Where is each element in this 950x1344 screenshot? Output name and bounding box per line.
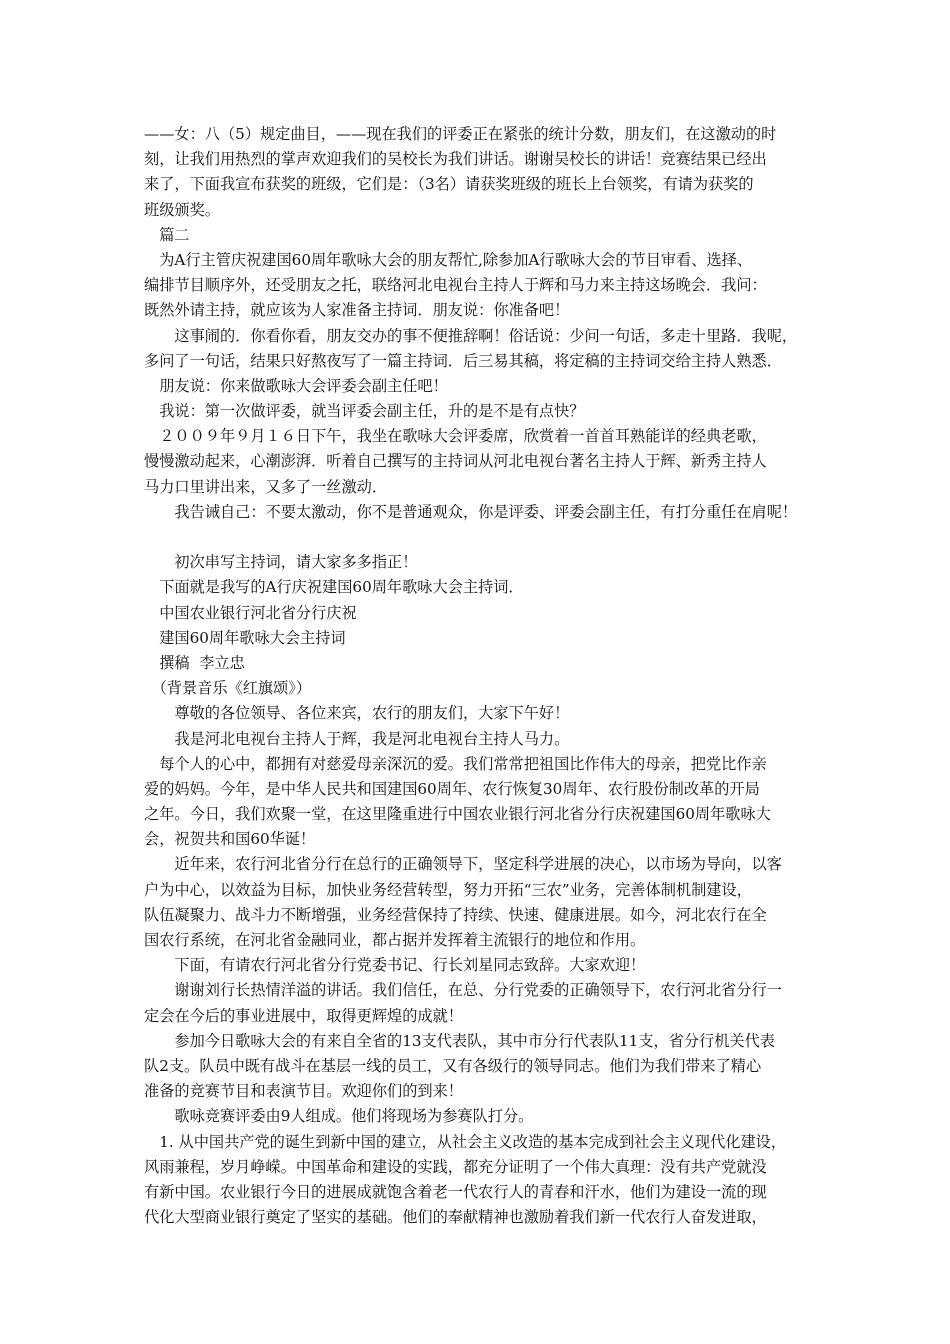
text-line: 中国农业银行河北省分行庆祝 <box>144 603 357 622</box>
document-body <box>144 122 824 1230</box>
text-line: 下面，有请农行河北省分行党委书记、行长刘星同志致辞。大家欢迎！ <box>144 956 646 975</box>
text-line: 参加今日歌咏大会的有来自全省的13支代表队，其中市分行代表队11支，省分行机关代表 <box>144 1031 775 1050</box>
text-line: 国农行系统，在河北省金融同业，都占据并发挥着主流银行的地位和作用。 <box>144 931 646 949</box>
text-line: 撰稿 李立忠 <box>144 653 245 672</box>
text-line: 班级颁奖。 <box>144 200 220 219</box>
text-line: 初次串写主持词，请大家多多指正！ <box>144 553 418 572</box>
text-line: 来了，下面我宣布获奖的班级，它们是：（3名）请获奖班级的班长上台领奖，有请为获奖的 <box>144 175 754 194</box>
text-line: 每个人的心中，都拥有对慈爱母亲深沉的爱。我们常常把祖国比作伟大的母亲，把党比作亲 <box>144 754 767 773</box>
text-line: 我告诫自己：不要太激动，你不是普通观众，你是评委、评委会副主任，有打分重任在肩呢！ <box>144 502 798 521</box>
text-line: 定会在今后的事业进展中，取得更辉煌的成就！ <box>144 1006 463 1025</box>
text-line: 队2支。队员中既有战斗在基层一线的员工，又有各级行的领导同志。他们为我们带来了精心 <box>144 1056 762 1075</box>
text-line: 这事闹的．你看你看，朋友交办的事不便推辞啊！俗话说：少问一句话，多走十里路．我呢， <box>144 326 798 345</box>
text-line: 风雨兼程，岁月峥嵘。中国革命和建设的实践，都充分证明了一个伟大真理：没有共产党就没 <box>144 1157 767 1176</box>
text-line: （背景音乐《红旗颂》） <box>144 679 312 698</box>
text-line: 刻，让我们用热烈的掌声欢迎我们的吴校长为我们讲话。谢谢吴校长的讲话！竞赛结果已经出 <box>144 150 767 169</box>
text-line: 马力口里讲出来，又多了一丝激动． <box>144 477 387 496</box>
text-line: 我说：第一次做评委，就当评委会副主任，升的是不是有点快？ <box>144 402 585 421</box>
text-line: 为A行主管庆祝建国60周年歌咏大会的朋友帮忙,除参加A行歌咏大会的节目审看、选择、 <box>144 250 753 269</box>
text-line: 既然外请主持，就应该为人家准备主持词．朋友说：你准备吧！ <box>144 301 570 320</box>
blank-line <box>144 525 824 550</box>
text-line: 户为中心，以效益为目标，加快业务经营转型，努力开拓“三农”业务，完善体制机制建设， <box>144 880 752 899</box>
text-line: 建国60周年歌咏大会主持词 <box>144 628 346 647</box>
text-line: 尊敬的各位领导、各位来宾，农行的朋友们，大家下午好！ <box>144 704 570 723</box>
text-line: 准备的竞赛节目和表演节目。欢迎你们的到来！ <box>144 1082 463 1101</box>
text-line: 会，祝贺共和国60华诞！ <box>144 830 316 849</box>
text-line: 朋友说：你来做歌咏大会评委会副主任吧！ <box>144 376 448 395</box>
text-line: 慢慢激动起来，心潮澎湃．听着自己撰写的主持词从河北电视台著名主持人于辉、新秀主持人 <box>144 452 767 471</box>
text-line: ——女：八（5）规定曲目，——现在我们的评委正在紧张的统计分数，朋友们，在这激动的时 <box>144 125 777 143</box>
text-line: 多问了一句话，结果只好熬夜写了一篇主持词．后三易其稿，将定稿的主持词交给主持人熟悉． <box>144 351 782 370</box>
text-line: 有新中国。农业银行今日的进展成就饱含着老一代农行人的青春和汗水，他们为建设一流的现 <box>144 1182 767 1201</box>
text-line: 1. 从中国共产党的诞生到新中国的建立，从社会主义改造的基本完成到社会主义现代化建设， <box>144 1132 787 1151</box>
text-line: 歌咏竞赛评委由9人组成。他们将现场为参赛队打分。 <box>144 1107 534 1126</box>
text-line: 下面就是我写的A行庆祝建国60周年歌咏大会主持词． <box>144 578 524 597</box>
text-line: 篇二 <box>144 225 190 244</box>
text-line: 近年来，农行河北省分行在总行的正确领导下，坚定科学进展的决心，以市场为导向，以客 <box>144 855 782 874</box>
text-line: 谢谢刘行长热情洋溢的讲话。我们信任，在总、分行党委的正确领导下，农行河北省分行一 <box>144 981 782 1000</box>
text-line: 代化大型商业银行奠定了坚实的基础。他们的奉献精神也激励着我们新一代农行人奋发进取， <box>144 1208 767 1227</box>
text-line: 爱的妈妈。今年，是中华人民共和国建国60周年、农行恢复30周年、农行股份制改革的开局 <box>144 779 760 798</box>
text-line: ２００９年９月１６日下午，我坐在歌咏大会评委席，欣赏着一首首耳熟能详的经典老歌， <box>144 427 767 446</box>
text-line: 队伍凝聚力、战斗力不断增强，业务经营保持了持续、快速、健康进展。如今，河北农行在全 <box>144 905 767 924</box>
text-line: 之年。今日，我们欢聚一堂，在这里隆重进行中国农业银行河北省分行庆祝建国60周年歌咏大 <box>144 805 771 824</box>
text-line: 我是河北电视台主持人于辉，我是河北电视台主持人马力。 <box>144 729 570 748</box>
text-line: 编排节目顺序外，还受朋友之托，联络河北电视台主持人于辉和马力来主持这场晚会．我问： <box>144 276 767 295</box>
